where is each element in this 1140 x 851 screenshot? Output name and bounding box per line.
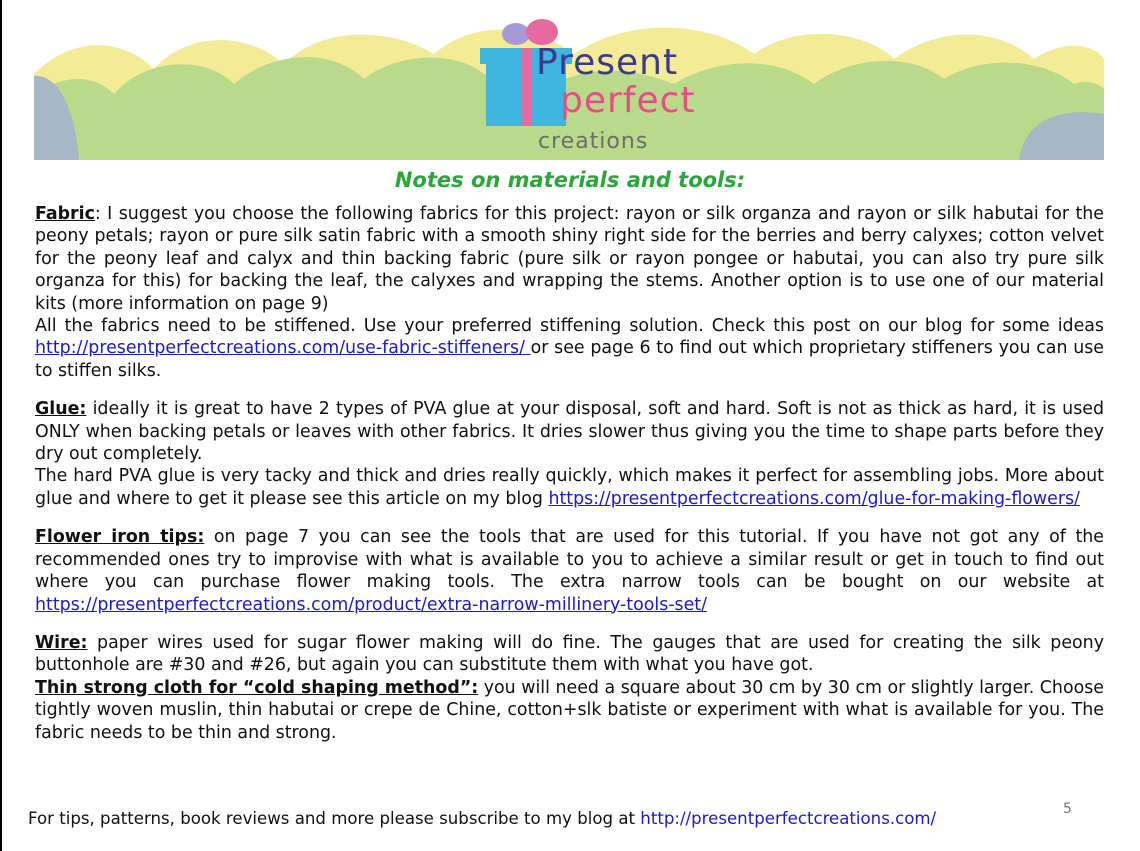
glue-link[interactable]: https://presentperfectcreations.com/glue-for-making-flowers/ bbox=[548, 488, 1080, 509]
iron-text: on page 7 you can see the tools that are used for this tutorial. If you have not got any of the recommended ones try to improvise with what is available to you to achieve a similar result or get in touch to find out where you can purchase flower making tools. The extra narrow tools can be bought on our website at bbox=[35, 527, 1104, 593]
cloth-label: Thin strong cloth for “cold shaping method”: bbox=[35, 677, 479, 698]
logo-perfect: perfect bbox=[560, 80, 696, 121]
page-border bbox=[0, 0, 2, 851]
stiffening-text: All the fabrics need to be stiffened. Use your preferred stiffening solution. Check this post on our blog for some ideas bbox=[35, 316, 1104, 337]
hard-glue-paragraph bbox=[35, 465, 1104, 510]
fabric-paragraph bbox=[35, 203, 1104, 315]
cloth-paragraph bbox=[35, 677, 1104, 744]
glue-paragraph bbox=[35, 398, 1104, 465]
footer-text: For tips, patterns, book reviews and more please subscribe to my blog at bbox=[28, 809, 641, 828]
logo-creations: creations bbox=[538, 129, 649, 154]
header-banner bbox=[34, 14, 1104, 160]
fabric-label: Fabric bbox=[35, 204, 95, 224]
logo-present: Present bbox=[536, 42, 679, 83]
stiffening-text-2: or see page 6 to find out which proprietary stiffeners you can use to stiffen silks. bbox=[35, 338, 1104, 381]
glue-text: ideally it is great to have 2 types of PVA glue at your disposal, soft and hard. Soft is not as thick as hard, it is used ONLY when backing petals or leaves with other fabrics. It dries slower thus giving you the time to shape parts before they dry out completely. bbox=[35, 399, 1104, 465]
glue-label: Glue: bbox=[35, 399, 87, 420]
wire-paragraph bbox=[35, 632, 1104, 677]
hard-glue-text: The hard PVA glue is very tacky and thick and dries really quickly, which makes it perfect for assembling jobs. More about glue and where to get it please see this article on my blog bbox=[35, 466, 1104, 509]
spacer bbox=[35, 616, 1104, 632]
wire-label: Wire: bbox=[35, 632, 88, 653]
page-number: 5 bbox=[1063, 801, 1072, 817]
cloth-text: you will need a square about 30 cm by 30 cm or slightly larger. Choose tightly woven muslin, thin habutai or crepe de Chine, cotton+slk batiste or experiment with what is available for you. The fabric needs to be thin and strong. bbox=[35, 677, 1104, 743]
wire-text: paper wires used for sugar flower making will do fine. The gauges that are used for creating the silk peony buttonhole are #30 and #26, but again you can substitute them with what you have got. bbox=[35, 632, 1104, 676]
tools-link[interactable]: https://presentperfectcreations.com/product/extra-narrow-millinery-tools-set/ bbox=[35, 594, 707, 615]
iron-paragraph bbox=[35, 526, 1104, 616]
spacer bbox=[35, 382, 1104, 398]
footer bbox=[28, 809, 936, 828]
fabric-text: : I suggest you choose the following fabrics for this project: rayon or silk organza and rayon or silk habutai for the peony petals; rayon or pure silk satin fabric with a smooth shiny right side for the berries and berry calyxes; cotton velvet for the peony leaf and calyx and thin backing fabric (pure silk or rayon pongee or habutai, you can also try pure silk organza for this) for backing the leaf, the calyxes and wrapping the stems. Another option is to use one of our material kits (more information on page 9) bbox=[35, 204, 1104, 314]
blog-link[interactable]: http://presentperfectcreations.com/ bbox=[640, 809, 937, 828]
iron-label: Flower iron tips: bbox=[35, 527, 205, 548]
page-title: Notes on materials and tools: bbox=[394, 168, 746, 192]
notes-content bbox=[35, 203, 1104, 744]
spacer bbox=[35, 510, 1104, 526]
stiffeners-link[interactable]: http://presentperfectcreations.com/use-fabric-stiffeners/ bbox=[35, 338, 531, 359]
stiffening-paragraph bbox=[35, 315, 1104, 382]
